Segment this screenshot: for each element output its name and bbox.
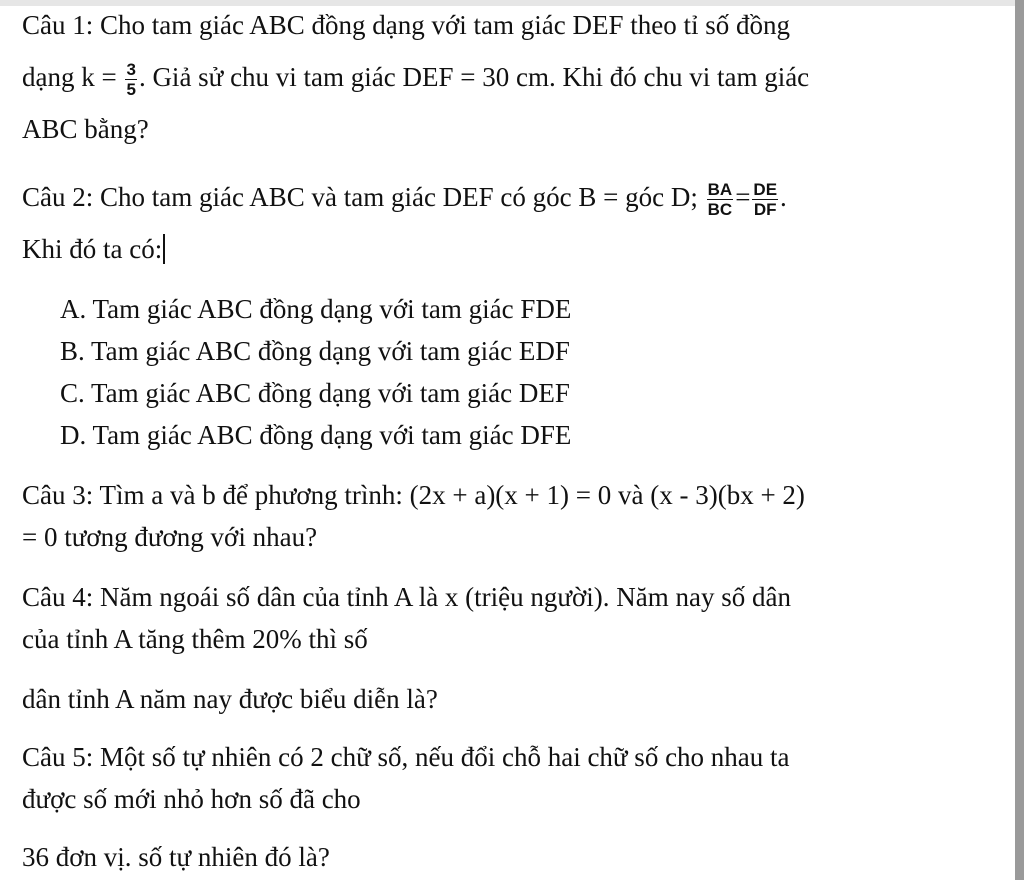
q2-f1-numerator: BA [707,180,733,200]
q5-line-3: 36 đơn vị. số tự nhiên đó là? [22,842,330,872]
q2-line-1-end: . [780,182,787,212]
q1-line-2-rest: . Giả sử chu vi tam giác DEF = 30 cm. Khi đó chu vi tam giác [138,62,810,92]
q2-option-d: D. Tam giác ABC đồng dạng với tam giác DFE [60,420,572,450]
q3-line-1: Câu 3: Tìm a và b để phương trình: (2x + a)(x + 1) = 0 và (x - 3)(bx + 2) [22,480,805,510]
q1-k-fraction [125,60,136,99]
q3-line-2: = 0 tương đương với nhau? [22,522,318,552]
q4-line-2: của tỉnh A tăng thêm 20% thì số [22,624,368,654]
q1-k-numerator: 3 [126,60,136,80]
q2-line-2[interactable] [22,232,165,266]
q1-line-2 [22,60,809,99]
q2-prompt: Khi đó ta có: [22,234,163,264]
q5-line-2: được số mới nhỏ hơn số đã cho [22,784,361,814]
q2-fraction-ba-bc [707,180,734,219]
q2-option-a: A. Tam giác ABC đồng dạng với tam giác FDE [60,294,572,324]
q1-line-3: ABC bằng? [22,114,149,144]
text-cursor [163,234,165,264]
q2-option-c: C. Tam giác ABC đồng dạng với tam giác DEF [60,378,570,408]
q2-equals-sign: = [735,182,751,212]
q4-line-1: Câu 4: Năm ngoái số dân của tỉnh A là x (triệu người). Năm nay số dân [22,582,792,612]
q2-condition-text: Câu 2: Cho tam giác ABC và tam giác DEF có góc B = góc D; [22,182,705,212]
q1-k-label: dạng k = [22,62,124,92]
q2-option-b: B. Tam giác ABC đồng dạng với tam giác EDF [60,336,570,366]
q1-line-1: Câu 1: Cho tam giác ABC đồng dạng với tam giác DEF theo tỉ số đồng [22,10,790,40]
window-top-border [0,0,1024,6]
q2-line-1 [22,180,787,219]
q2-f2-numerator: DE [753,180,778,200]
q5-line-1: Câu 5: Một số tự nhiên có 2 chữ số, nếu đổi chỗ hai chữ số cho nhau ta [22,742,790,772]
q4-line-3: dân tỉnh A năm nay được biểu diễn là? [22,684,438,714]
q2-fraction-de-df [752,180,778,219]
q2-f2-denominator: DF [753,200,777,220]
q2-f1-denominator: BC [707,200,733,220]
window-right-border [1015,0,1024,880]
q1-k-denominator: 5 [126,80,136,100]
